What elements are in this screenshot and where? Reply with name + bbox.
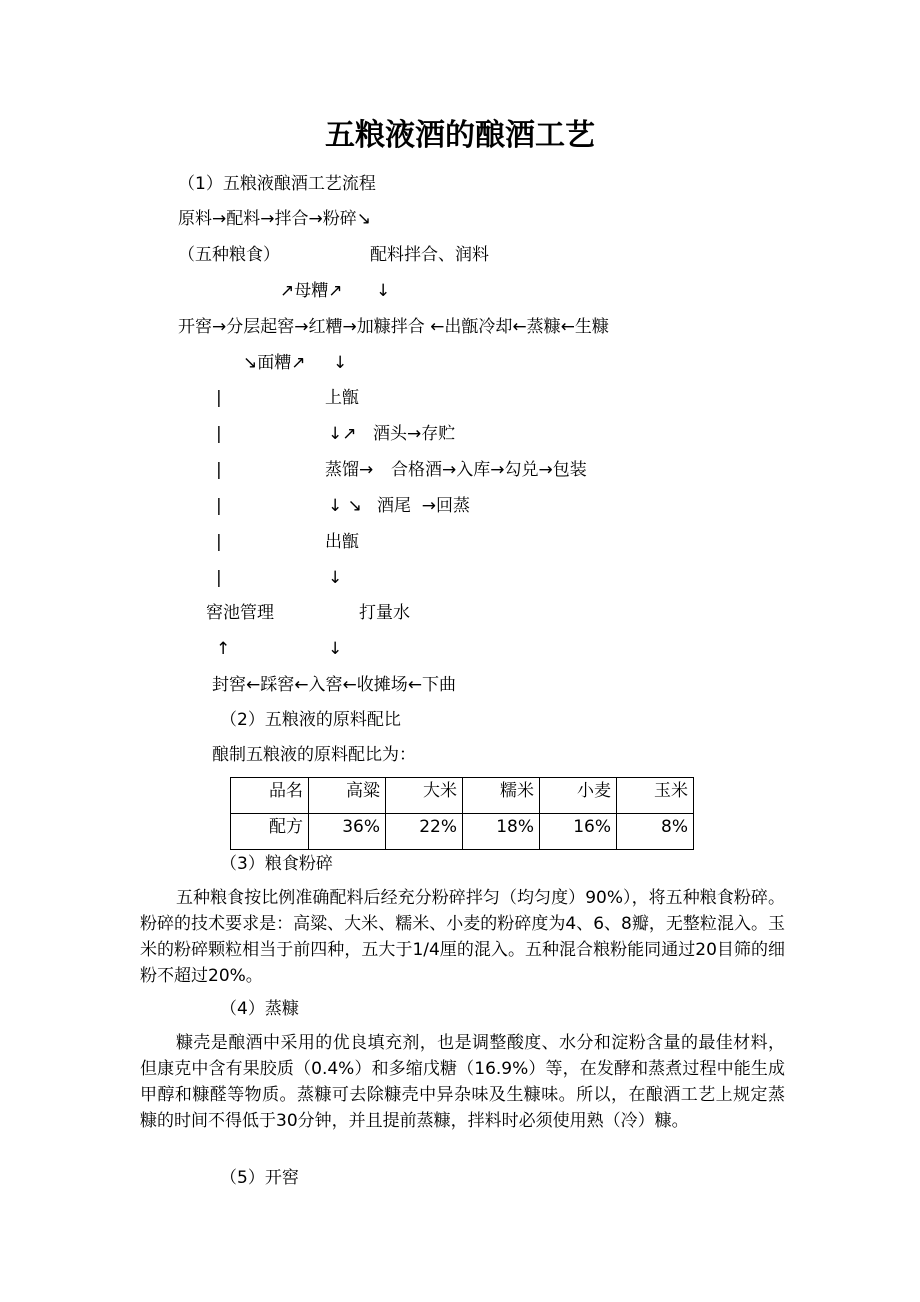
flow-qualified-liquor: 合格酒→入库→勾兑→包装 xyxy=(391,460,587,480)
flow-arrows: ↓↗ xyxy=(328,424,357,444)
section-2-heading: （2）五粮液的原料配比 xyxy=(220,710,401,730)
table-cell: 16% xyxy=(540,814,617,850)
table-cell: 玉米 xyxy=(617,778,694,814)
ratio-table xyxy=(230,777,694,850)
table-row xyxy=(231,814,694,850)
flow-vertical-bar: | xyxy=(216,496,222,516)
flow-vertical-bar: | xyxy=(216,388,222,408)
flow-surface-grains: ↘面糟↗ xyxy=(243,353,306,373)
flow-arrows: ↓ ↘ xyxy=(328,496,362,516)
flow-arrow-down: ↓ xyxy=(328,568,343,588)
flow-arrow-down: ↓ xyxy=(333,353,348,373)
flow-line-cellar-opening: 开窖→分层起窖→红糟→加糠拌合 ←出甑冷却←蒸糠←生糠 xyxy=(178,317,609,337)
flow-vertical-bar: | xyxy=(216,568,222,588)
flow-add-water: 打量水 xyxy=(359,603,410,623)
flow-arrow-down: ↓ xyxy=(328,639,343,659)
flow-step-unloading: 出甑 xyxy=(325,532,359,552)
table-cell: 配方 xyxy=(231,814,309,850)
table-cell: 22% xyxy=(386,814,463,850)
flow-five-grains-note: （五种粮食） xyxy=(178,245,280,265)
flow-vertical-bar: | xyxy=(216,460,222,480)
table-cell: 18% xyxy=(463,814,540,850)
section-5-heading: （5）开窖 xyxy=(220,1168,299,1188)
document-title: 五粮液酒的酿酒工艺 xyxy=(325,118,595,153)
flow-step-distillation: 蒸馏→ xyxy=(325,460,374,480)
table-cell: 糯米 xyxy=(463,778,540,814)
flow-step-loading: 上甑 xyxy=(325,388,359,408)
flow-arrow-up: ↑ xyxy=(216,639,231,659)
flow-pit-management: 窖池管理 xyxy=(206,603,274,623)
flow-mother-grains: ↗母糟↗ xyxy=(280,281,343,301)
flow-tail-liquor: 酒尾 →回蒸 xyxy=(377,496,471,516)
flow-vertical-bar: | xyxy=(216,424,222,444)
flow-vertical-bar: | xyxy=(216,532,222,552)
section-1-heading: （1）五粮液酿酒工艺流程 xyxy=(178,174,376,194)
flow-head-liquor: 酒头→存贮 xyxy=(373,424,456,444)
flow-arrow-down: ↓ xyxy=(376,281,391,301)
flow-line-raw-materials: 原料→配料→拌合→粉碎↘ xyxy=(178,209,371,229)
table-cell: 小麦 xyxy=(540,778,617,814)
table-cell: 8% xyxy=(617,814,694,850)
section-4-heading: （4）蒸糠 xyxy=(220,999,299,1019)
table-cell: 36% xyxy=(309,814,386,850)
flow-mixing-note: 配料拌合、润料 xyxy=(370,245,489,265)
table-cell: 大米 xyxy=(386,778,463,814)
section-4-body: 糠壳是酿酒中采用的优良填充剂，也是调整酸度、水分和淀粉含量的最佳材料，但康克中含有果胶质（0.4%）和多缩戊糖（16.9%）等，在发酵和蒸煮过程中能生成甲醇和糠醛等物质。蒸糠可去除糠壳中异杂味及生糠味。所以，在酿酒工艺上规定蒸糠的时间不得低于30分钟，并且提前蒸糠，拌料时必须使用熟（冷）糠。 xyxy=(140,1033,785,1131)
table-cell: 高粱 xyxy=(309,778,386,814)
section-3-body: 五种粮食按比例准确配料后经充分粉碎拌匀（均匀度）90%），将五种粮食粉碎。粉碎的技术要求是：高粱、大米、糯米、小麦的粉碎度为4、6、8瓣，无整粒混入。玉米的粉碎颗粒相当于前四种，五大于1/4厘的混入。五种混合粮粉能同通过20目筛的细粉不超过20%。 xyxy=(140,888,785,986)
table-cell: 品名 xyxy=(231,778,309,814)
section-2-intro: 酿制五粮液的原料配比为： xyxy=(212,745,416,765)
flow-line-sealing: 封窖←踩窖←入窖←收摊场←下曲 xyxy=(212,675,456,695)
section-3-heading: （3）粮食粉碎 xyxy=(220,854,333,874)
table-row xyxy=(231,778,694,814)
